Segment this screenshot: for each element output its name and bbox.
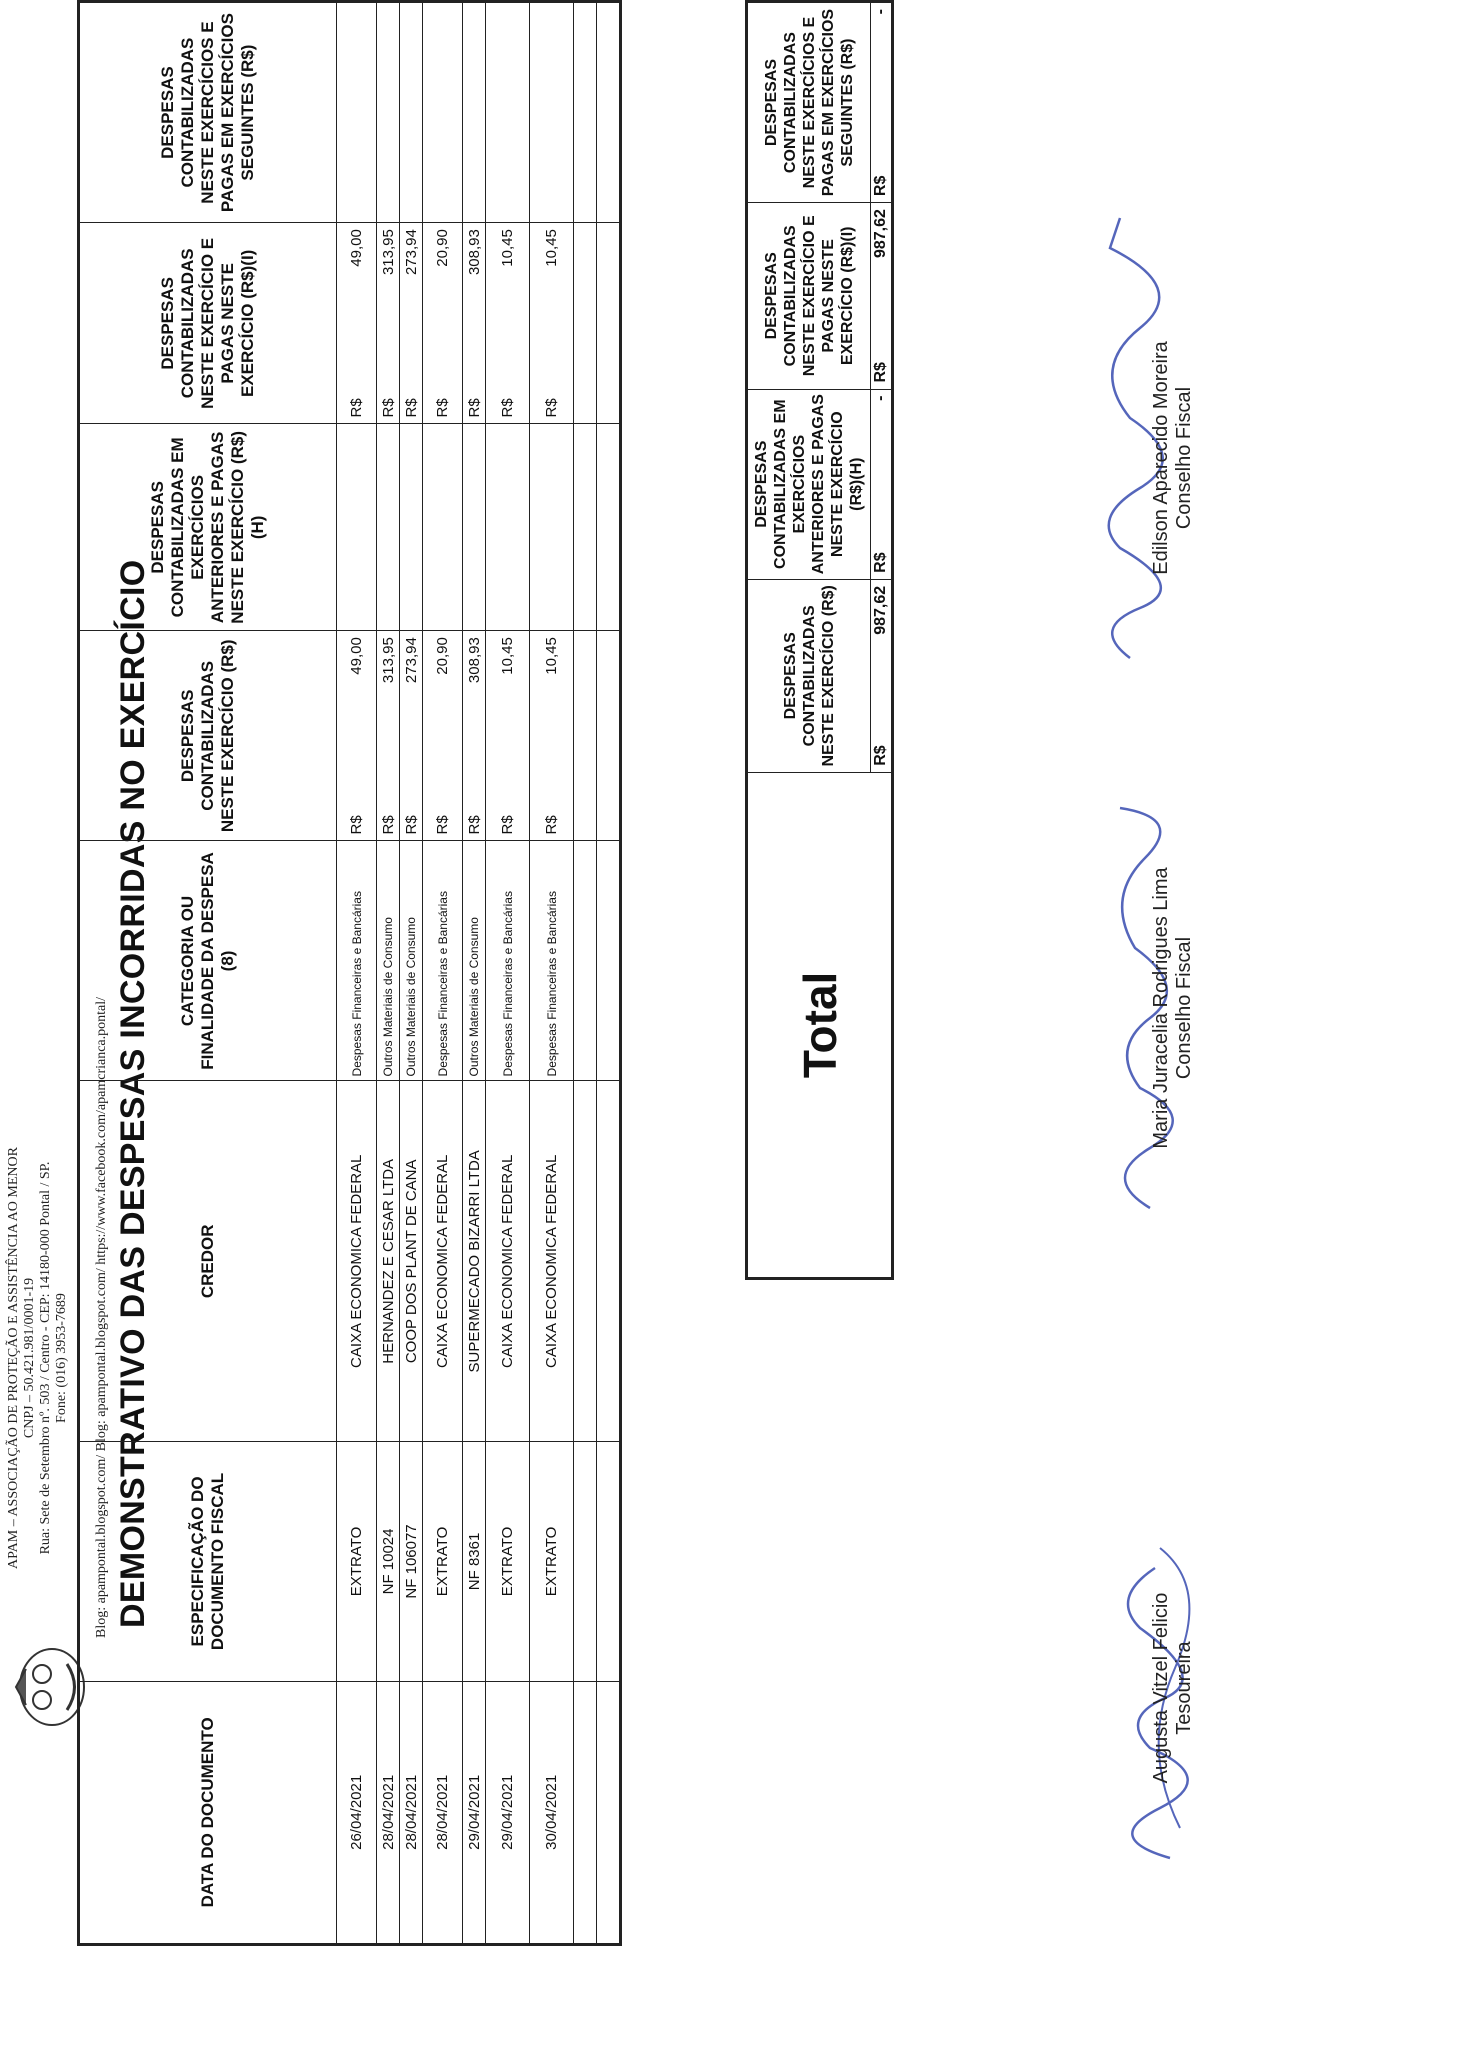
amount-value: 20,90 [434,637,451,675]
row-creditor: CAIXA ECONOMICA FEDERAL [423,1081,463,1442]
signatory-role: Tesoureira [1173,1641,1195,1735]
row-date: 28/04/2021 [400,1681,423,1944]
row-creditor: CAIXA ECONOMICA FEDERAL [486,1081,530,1442]
paid-value: 10,45 [543,229,560,267]
row-creditor: COOP DOS PLANT DE CANA [400,1081,423,1442]
row-creditor: CAIXA ECONOMICA FEDERAL [337,1081,377,1442]
col-category-header: CATEGORIA OU FINALIDADE DA DESPESA (8) [79,841,337,1081]
table-row-empty [574,2,597,1945]
total-paid-value: 987,62 [872,209,889,259]
total-paid-header: DESPESAS CONTABILIZADAS NESTE EXERCÍCIO E PAGAS NESTE EXERCÍCIO (R$)(I) [747,203,871,389]
org-blogs: Blog: apampontal.blogspot.com/ Blog: apampontal.blogspot.com/ https://www.facebook.com/apamcrianca.pontal/ [94,996,109,1638]
currency-label: R$ [872,175,889,197]
signatory-name: Edilson Aparecido Moreira [1150,341,1172,575]
row-category: Outros Materiais de Consumo [377,841,400,1081]
paid-value: 49,00 [348,229,365,267]
row-category: Outros Materiais de Consumo [400,841,423,1081]
row-next [337,2,377,223]
row-date: 29/04/2021 [463,1681,486,1944]
expenses-table [77,0,622,1946]
total-prior-paid [871,389,893,579]
table-row [530,2,574,1945]
table-row [400,2,423,1945]
col-prior-paid-header: DESPESAS CONTABILIZADAS EM EXERCÍCIOS ANTERIORES E PAGAS NESTE EXERCÍCIO (R$)(H) [79,424,337,631]
total-paid [871,203,893,389]
total-next-value: - [872,9,889,15]
currency-label: R$ [872,362,889,383]
row-creditor: HERNANDEZ E CESAR LTDA [377,1081,400,1442]
col-paid-header: DESPESAS CONTABILIZADAS NESTE EXERCÍCIO E PAGAS NESTE EXERCÍCIO (R$)(I) [79,223,337,424]
row-next [423,2,463,223]
paid-value: 313,95 [379,229,397,276]
currency-label: R$ [465,815,483,835]
row-category: Despesas Financeiras e Bancárias [337,841,377,1081]
table-row [423,2,463,1945]
currency-label: R$ [348,398,365,418]
col-doc-header: ESPECIFICAÇÃO DO DOCUMENTO FISCAL [79,1442,337,1682]
row-doc: NF 8361 [463,1442,486,1682]
total-next [871,2,893,203]
currency-label: R$ [434,815,451,835]
col-next-header: DESPESAS CONTABILIZADAS NESTE EXERCÍCIOS E PAGAS EM EXERCÍCIOS SEGUINTES (R$) [79,2,337,223]
currency-label: R$ [872,552,889,573]
org-address: Rua: Sete de Setembro nº. 503 / Centro - CEP: 14180-000 Pontal / SP. [38,1161,53,1555]
row-creditor: SUPERMECADO BIZARRI LTDA [463,1081,486,1442]
row-date: 28/04/2021 [377,1681,400,1944]
currency-label: R$ [402,815,420,835]
row-creditor: CAIXA ECONOMICA FEDERAL [530,1081,574,1442]
totals-header-row [747,2,871,1279]
signatory-role: Conselho Fiscal [1173,936,1195,1080]
row-category: Despesas Financeiras e Bancárias [530,841,574,1081]
row-paid [463,223,486,424]
row-paid [337,223,377,424]
currency-label: R$ [543,398,560,418]
currency-label: R$ [348,815,365,835]
row-date: 26/04/2021 [337,1681,377,1944]
row-doc: NF 10024 [377,1442,400,1682]
signature-council-1 [1150,828,1196,1188]
row-category: Despesas Financeiras e Bancárias [423,841,463,1081]
row-doc: NF 106077 [400,1442,423,1682]
amount-value: 308,93 [465,637,483,684]
row-next [463,2,486,223]
currency-label: R$ [434,398,451,418]
organization-header [6,1088,70,1628]
signatory-name: Augusta Vitzel Felicio [1150,1592,1172,1784]
table-row-empty [597,2,621,1945]
row-prior-paid [530,424,574,631]
amount-value: 10,45 [499,637,516,675]
row-paid [377,223,400,424]
row-doc: EXTRATO [337,1442,377,1682]
currency-label: R$ [402,398,420,418]
total-amount-header: DESPESAS CONTABILIZADAS NESTE EXERCÍCIO (R$) [747,579,871,772]
paid-value: 273,94 [402,229,420,276]
total-amount [871,579,893,772]
table-row [337,2,377,1945]
currency-label: R$ [499,398,516,418]
currency-label: R$ [499,815,516,835]
row-next [377,2,400,223]
row-prior-paid [423,424,463,631]
org-name: APAM – ASSOCIAÇÃO DE PROTEÇÃO E ASSISTÊNCIA AO MENOR [6,1147,21,1569]
row-amount [486,631,530,841]
currency-label: R$ [872,745,889,766]
row-doc: EXTRATO [423,1442,463,1682]
row-next [486,2,530,223]
row-amount [463,631,486,841]
currency-label: R$ [379,398,397,418]
total-amount-value: 987,62 [872,585,889,635]
amount-value: 49,00 [348,637,365,675]
row-paid [423,223,463,424]
row-doc: EXTRATO [486,1442,530,1682]
table-row [486,2,530,1945]
row-paid [530,223,574,424]
expenses-header-row [79,2,337,1945]
amount-value: 313,95 [379,637,397,684]
total-label: Total [747,772,893,1278]
paid-value: 308,93 [465,229,483,276]
paid-value: 20,90 [434,229,451,267]
org-cnpj: CNPJ – 50.421.981/0001-19 [22,1277,37,1439]
signatory-role: Conselho Fiscal [1173,386,1195,530]
col-amount-header: DESPESAS CONTABILIZADAS NESTE EXERCÍCIO (R$) [79,631,337,841]
total-next-header: DESPESAS CONTABILIZADAS NESTE EXERCÍCIOS E PAGAS EM EXERCÍCIOS SEGUINTES (R$) [747,2,871,203]
row-category: Despesas Financeiras e Bancárias [486,841,530,1081]
row-prior-paid [337,424,377,631]
row-paid [400,223,423,424]
row-prior-paid [377,424,400,631]
signatory-name: Maria Juracelia Rodrigues Lima [1150,867,1172,1149]
row-amount [377,631,400,841]
row-amount [423,631,463,841]
col-creditor-header: CREDOR [79,1081,337,1442]
amount-value: 10,45 [543,637,560,675]
amount-value: 273,94 [402,637,420,684]
row-next [530,2,574,223]
row-date: 29/04/2021 [486,1681,530,1944]
table-row [377,2,400,1945]
total-prior-paid-value: - [872,395,889,401]
col-date-header: DATA DO DOCUMENTO [79,1681,337,1944]
row-date: 28/04/2021 [423,1681,463,1944]
org-phone: Fone: (016) 3953-7689 [54,1293,69,1423]
document-title: DEMONSTRATIVO DAS DESPESAS INCORRIDAS NO EXERCÍCIO [114,559,152,1628]
row-next [400,2,423,223]
signature-council-2 [1150,288,1196,628]
table-row [463,2,486,1945]
signature-treasurer [1150,1558,1196,1818]
row-doc: EXTRATO [530,1442,574,1682]
currency-label: R$ [465,398,483,418]
row-amount [400,631,423,841]
row-prior-paid [486,424,530,631]
currency-label: R$ [543,815,560,835]
row-prior-paid [400,424,423,631]
total-prior-paid-header: DESPESAS CONTABILIZADAS EM EXERCÍCIOS ANTERIORES E PAGAS NESTE EXERCÍCIO (R$)(H) [747,389,871,579]
row-prior-paid [463,424,486,631]
currency-label: R$ [379,815,397,835]
row-paid [486,223,530,424]
totals-table [745,0,894,1280]
paid-value: 10,45 [499,229,516,267]
row-date: 30/04/2021 [530,1681,574,1944]
row-amount [337,631,377,841]
row-category: Outros Materiais de Consumo [463,841,486,1081]
row-amount [530,631,574,841]
